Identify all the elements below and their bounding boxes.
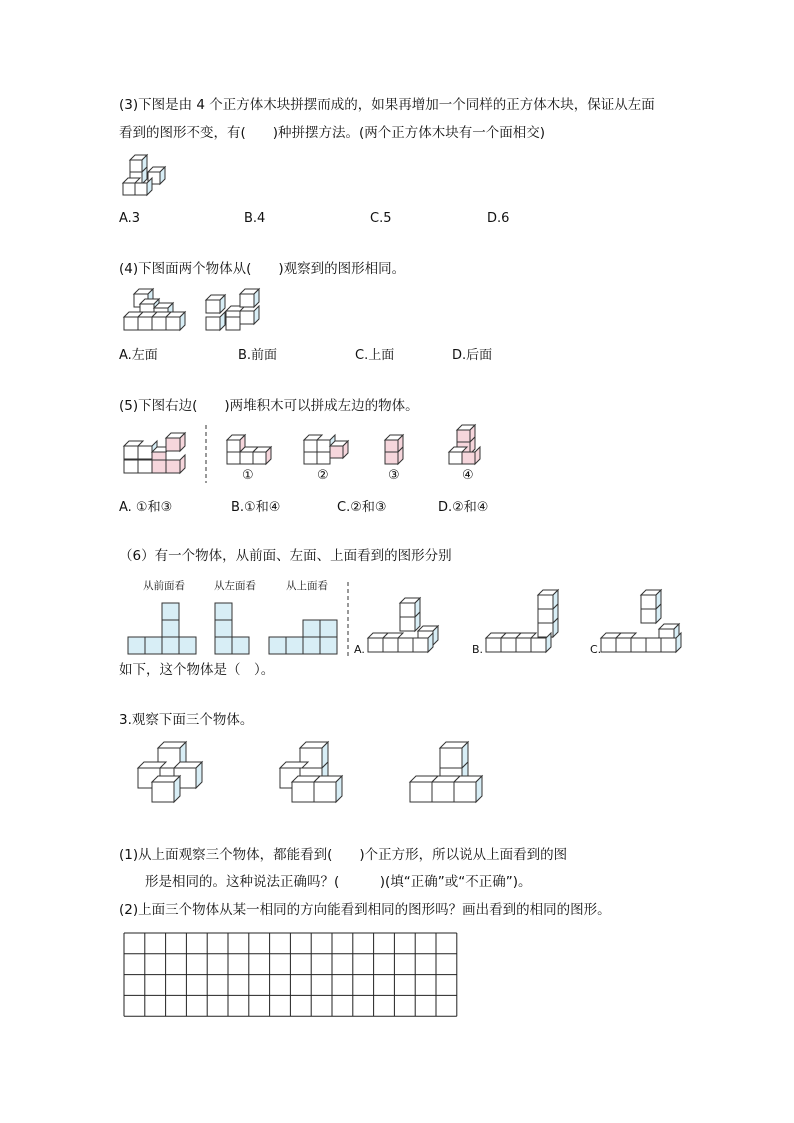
q3-option-b[interactable]: B.4 (244, 211, 266, 226)
q4-line1: (4)下图面两个物体从( )观察到的图形相同。 (119, 261, 406, 277)
q6-view-left-label: 从左面看 (214, 580, 256, 592)
q6-line1: （6）有一个物体，从前面、左面、上面看到的图形分别 (119, 548, 452, 564)
q4-option-c[interactable]: C.上面 (355, 348, 395, 363)
q3-option-c[interactable]: C.5 (370, 211, 392, 226)
q5-option-b[interactable]: B.①和④ (231, 500, 281, 515)
q3-line1: (3)下图是由 4 个正方体木块拼摆而成的，如果再增加一个同样的正方体木块，保证从左面 (119, 97, 655, 113)
q5-label-3: ③ (388, 468, 400, 483)
q4-option-a[interactable]: A.左面 (119, 348, 158, 363)
q5-line1: (5)下图右边( )两堆积木可以拼成左边的物体。 (119, 398, 419, 414)
q3-option-d[interactable]: D.6 (487, 211, 510, 226)
q4-option-b[interactable]: B.前面 (238, 348, 278, 363)
q3-option-a[interactable]: A.3 (119, 211, 141, 226)
q3-cube-figure (118, 150, 178, 200)
q6-choice-a-label[interactable]: A. (354, 643, 365, 656)
s3-part1-line1: (1)从上面观察三个物体，都能看到( )个正方形，所以说从上面看到的图 (119, 847, 568, 863)
q5-label-4: ④ (462, 468, 474, 483)
q6-choice-b-label[interactable]: B. (472, 643, 484, 656)
q5-option-a[interactable]: A. ①和③ (119, 500, 173, 515)
q6-line2: 如下，这个物体是（ ）。 (119, 662, 275, 678)
answer-grid[interactable] (123, 932, 459, 1018)
q5-option-c[interactable]: C.②和③ (337, 500, 387, 515)
q6-view-front-label: 从前面看 (143, 580, 185, 592)
q6-view-top-label: 从上面看 (286, 580, 328, 592)
q6-views-figure (126, 600, 696, 660)
s3-part2: (2)上面三个物体从某一相同的方向能看到相同的图形吗？画出看到的相同的图形。 (119, 902, 611, 918)
s3-objects-figure (136, 740, 506, 810)
s3-title: 3.观察下面三个物体。 (119, 712, 254, 728)
s3-part1-line2: 形是相同的。这种说法正确吗？( )(填“正确”或“不正确”)。 (145, 874, 532, 890)
q4-objects-figure (120, 285, 280, 335)
q5-blocks-figure (122, 425, 482, 485)
q6-choice-c-label[interactable]: C. (590, 643, 602, 656)
q5-label-1: ① (242, 468, 254, 483)
q3-line2: 看到的图形不变，有( )种拼摆方法。(两个正方体木块有一个面相交) (119, 125, 546, 141)
q5-label-2: ② (317, 468, 329, 483)
q5-option-d[interactable]: D.②和④ (438, 500, 489, 515)
q4-option-d[interactable]: D.后面 (452, 348, 493, 363)
